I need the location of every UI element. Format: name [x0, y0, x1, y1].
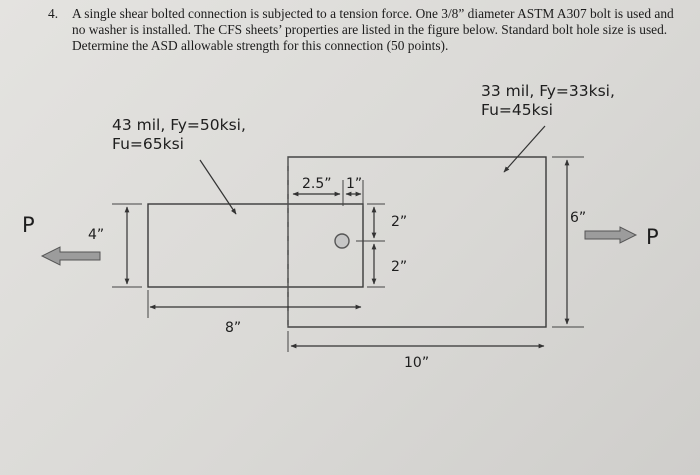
right-force-label: P [646, 225, 659, 249]
edge-distance-top-label: 2” [391, 214, 408, 230]
edge-distance-x-label: 1” [346, 176, 363, 192]
left-force-label: P [22, 213, 35, 237]
right-force-arrow [585, 227, 636, 243]
left-width-label: 4” [88, 227, 105, 243]
bolt-hole [335, 234, 349, 248]
edge-distance-bottom-label: 2” [391, 259, 408, 275]
right-length-label: 10” [404, 355, 430, 371]
problem-number: 4. [48, 6, 59, 21]
right-sheet-label-line2: Fu=45ksi [481, 101, 553, 119]
right-sheet-leader [504, 126, 545, 172]
end-distance-label: 2.5” [302, 176, 332, 192]
left-sheet-leader [200, 160, 236, 214]
problem-text: A single shear bolted connection is subjected to a tension force. One 3/8” diameter ASTM A307 bolt is used and no washer is installed. The CFS sheets’ properties are listed in the figure below. Standard bolt hole size is used. Determine the ASD allowable strength for this connection (50 points). [72, 6, 674, 53]
right-width-label: 6” [570, 210, 587, 226]
left-sheet-label-line1: 43 mil, Fy=50ksi, [112, 116, 246, 134]
right-sheet-label-line1: 33 mil, Fy=33ksi, [481, 82, 615, 100]
left-force-arrow [42, 247, 100, 265]
left-sheet-label-line2: Fu=65ksi [112, 135, 184, 153]
left-sheet [148, 204, 363, 287]
left-length-label: 8” [225, 320, 242, 336]
